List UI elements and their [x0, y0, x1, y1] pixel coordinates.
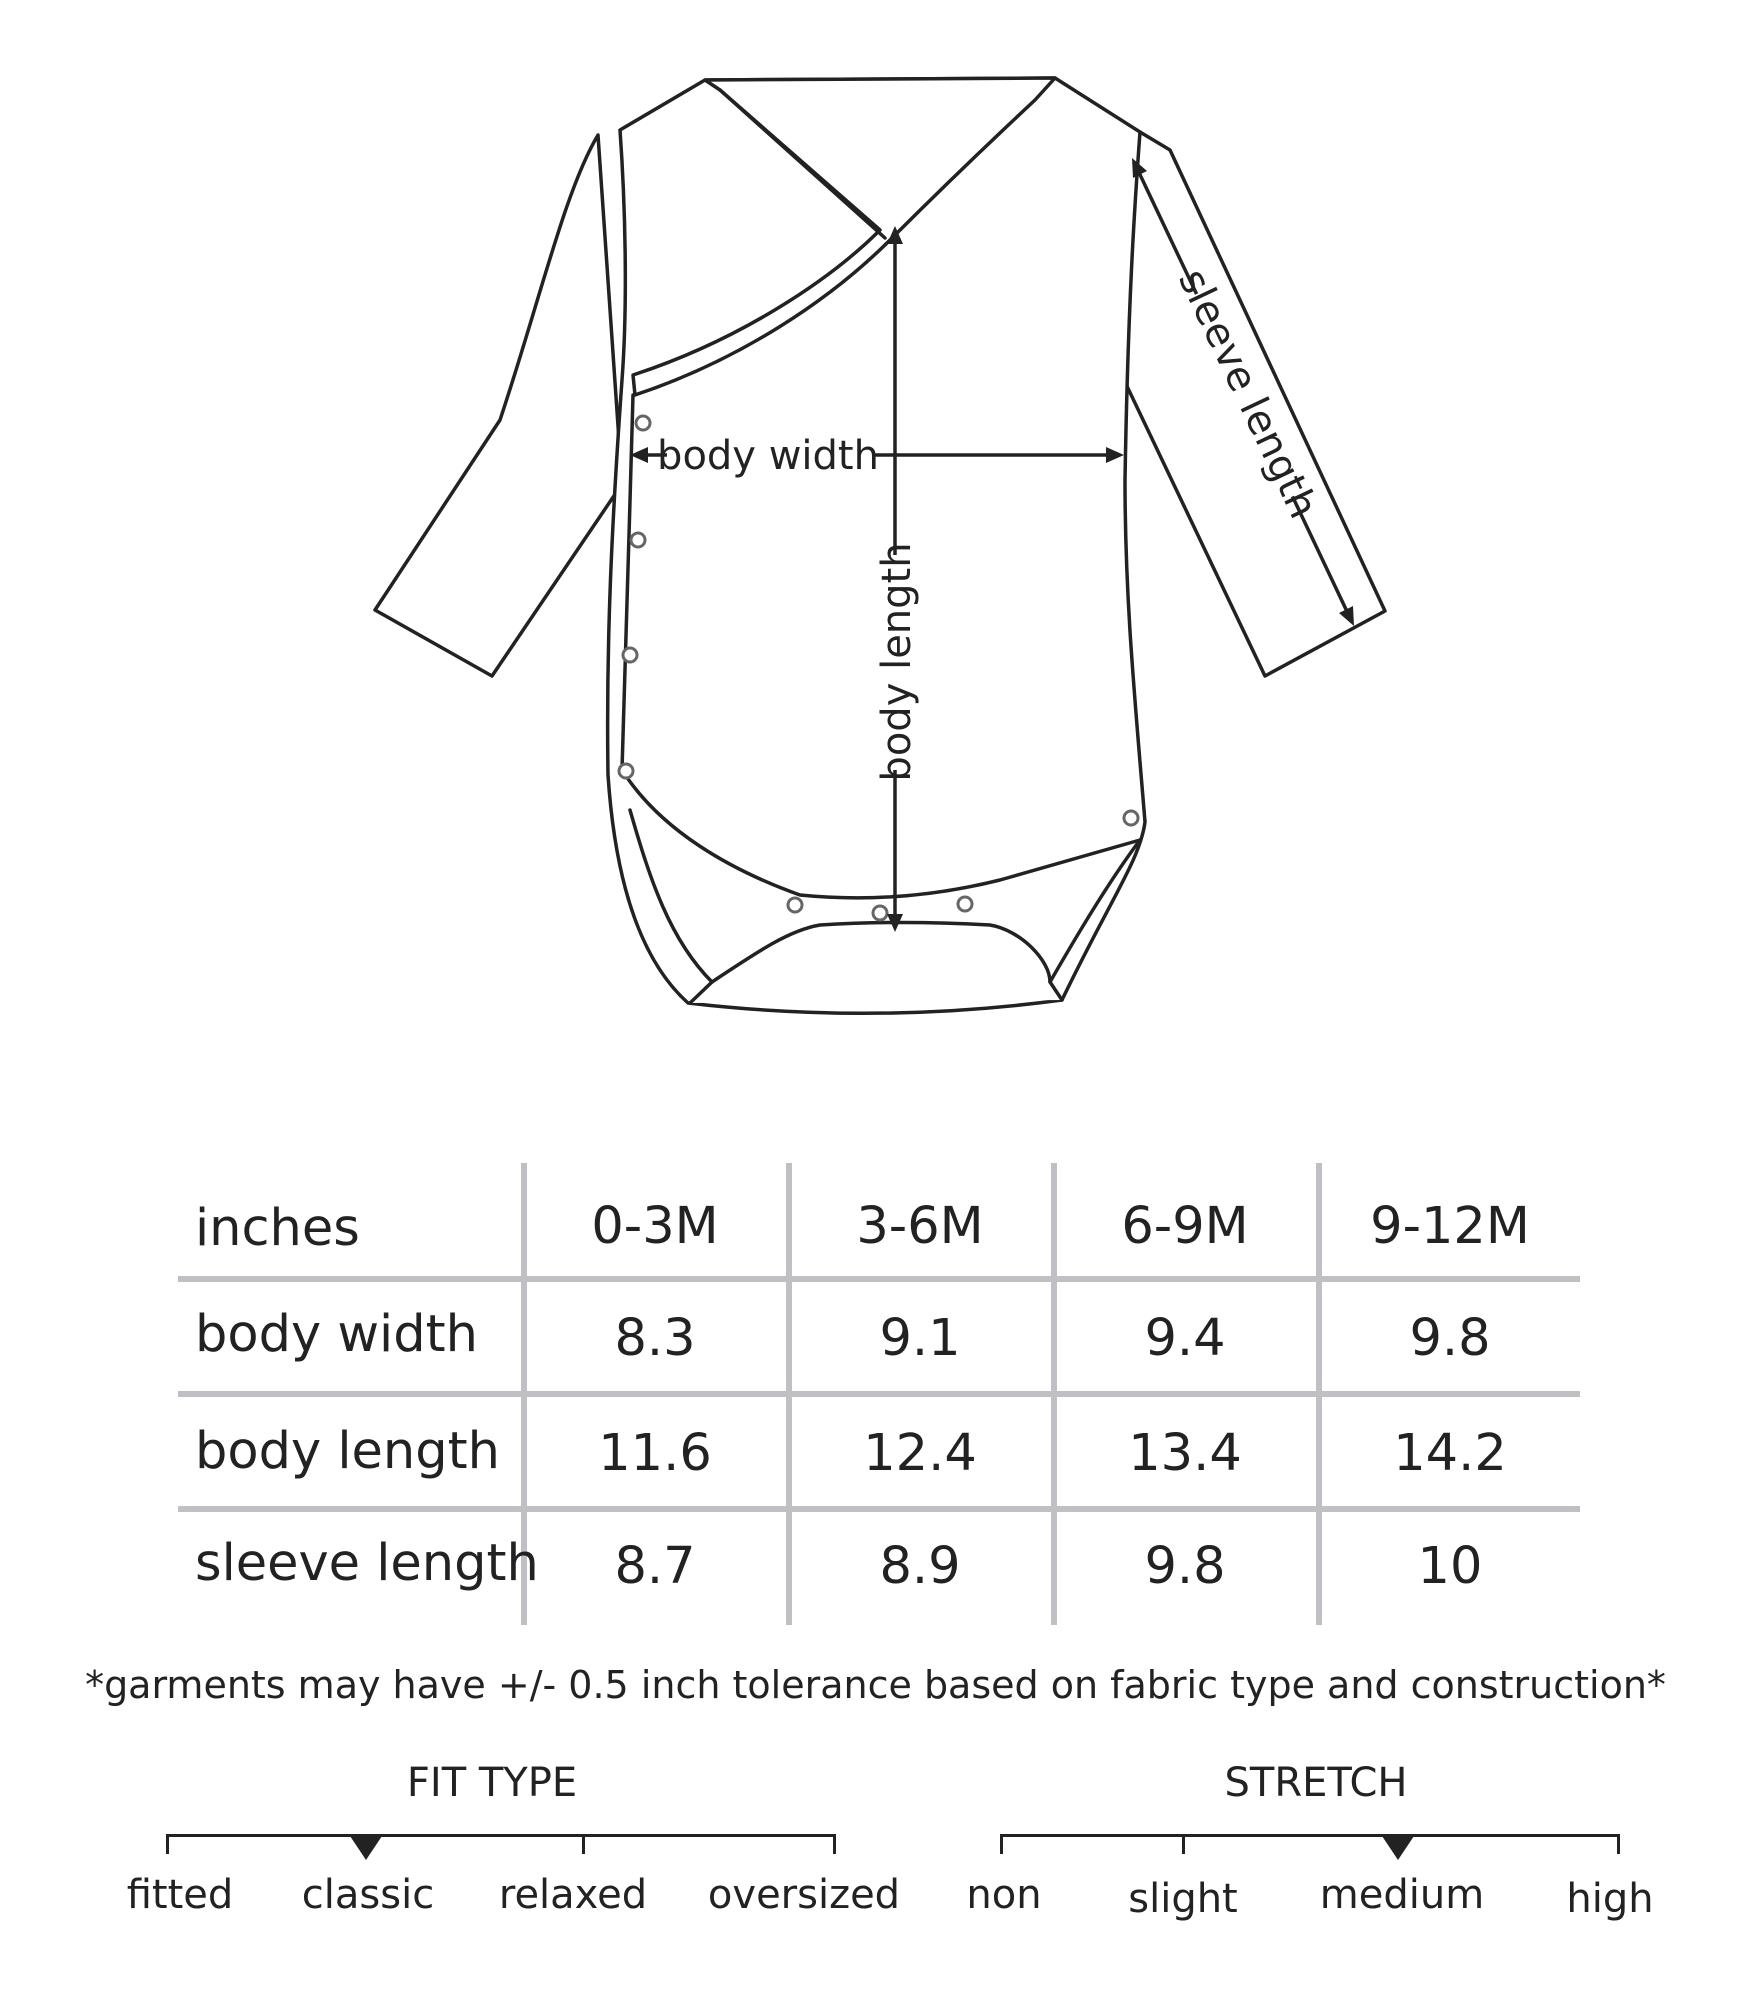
- snap-button: [631, 533, 645, 547]
- table-row-label: body length: [195, 1422, 500, 1481]
- table-divider: [178, 1276, 1580, 1282]
- stretch-axis: [1000, 1834, 1620, 1837]
- fit-type-selected-marker: [350, 1836, 382, 1860]
- stretch-tick: [1000, 1834, 1003, 1854]
- table-cell: 12.4: [863, 1424, 977, 1483]
- fit-type-option: classic: [301, 1872, 435, 1918]
- table-row-label: sleeve length: [195, 1534, 539, 1593]
- table-cell: 10: [1417, 1537, 1483, 1596]
- stretch-option: non: [966, 1872, 1042, 1918]
- size-header: 6-9M: [1121, 1197, 1249, 1256]
- table-divider: [178, 1391, 1580, 1397]
- snap-button: [619, 764, 633, 778]
- table-cell: 13.4: [1128, 1424, 1242, 1483]
- table-divider: [1316, 1163, 1322, 1625]
- table-cell: 8.7: [614, 1537, 696, 1596]
- table-cell: 9.8: [1144, 1537, 1226, 1596]
- snap-button: [623, 648, 637, 662]
- snap-button: [788, 898, 802, 912]
- stretch-option: medium: [1319, 1872, 1485, 1918]
- stretch-option: high: [1566, 1876, 1654, 1922]
- table-row-label: body width: [195, 1305, 478, 1364]
- table-divider: [1051, 1163, 1057, 1625]
- size-header: 9-12M: [1370, 1197, 1530, 1256]
- table-cell: 14.2: [1393, 1424, 1507, 1483]
- body-width-label: body width: [657, 433, 879, 479]
- stretch-tick: [1182, 1834, 1185, 1854]
- fit-type-title: FIT TYPE: [406, 1760, 578, 1806]
- table-cell: 9.4: [1144, 1309, 1226, 1368]
- fit-type-option: fitted: [126, 1872, 234, 1918]
- table-cell: 9.8: [1409, 1309, 1491, 1368]
- body-length-label: body length: [874, 542, 920, 782]
- fit-type-tick: [166, 1834, 169, 1854]
- size-header: 3-6M: [856, 1197, 984, 1256]
- fit-type-tick: [582, 1834, 585, 1854]
- table-cell: 8.9: [879, 1537, 961, 1596]
- stretch-selected-marker: [1382, 1836, 1414, 1860]
- table-cell: 9.1: [879, 1309, 961, 1368]
- table-divider: [178, 1506, 1580, 1512]
- stretch-option: slight: [1128, 1876, 1238, 1922]
- stretch-title: STRETCH: [1224, 1760, 1408, 1806]
- size-header: 0-3M: [591, 1197, 719, 1256]
- table-divider: [786, 1163, 792, 1625]
- tolerance-note: *garments may have +/- 0.5 inch tolerance based on fabric type and construction*: [85, 1663, 1666, 1707]
- fit-type-option: relaxed: [498, 1872, 648, 1918]
- stretch-tick: [1617, 1834, 1620, 1854]
- table-cell: 8.3: [614, 1309, 696, 1368]
- table-unit-header: inches: [195, 1199, 360, 1258]
- fit-type-tick: [833, 1834, 836, 1854]
- left-sleeve: [375, 135, 622, 676]
- snap-button: [636, 416, 650, 430]
- fit-type-option: oversized: [707, 1872, 901, 1918]
- fit-type-axis: [166, 1834, 836, 1837]
- table-cell: 11.6: [598, 1424, 712, 1483]
- snap-button: [1124, 811, 1138, 825]
- snap-button: [958, 897, 972, 911]
- size-chart-table: [178, 1163, 1580, 1625]
- sleeve-length-label: sleeve length: [1169, 262, 1327, 526]
- snap-button: [873, 906, 887, 920]
